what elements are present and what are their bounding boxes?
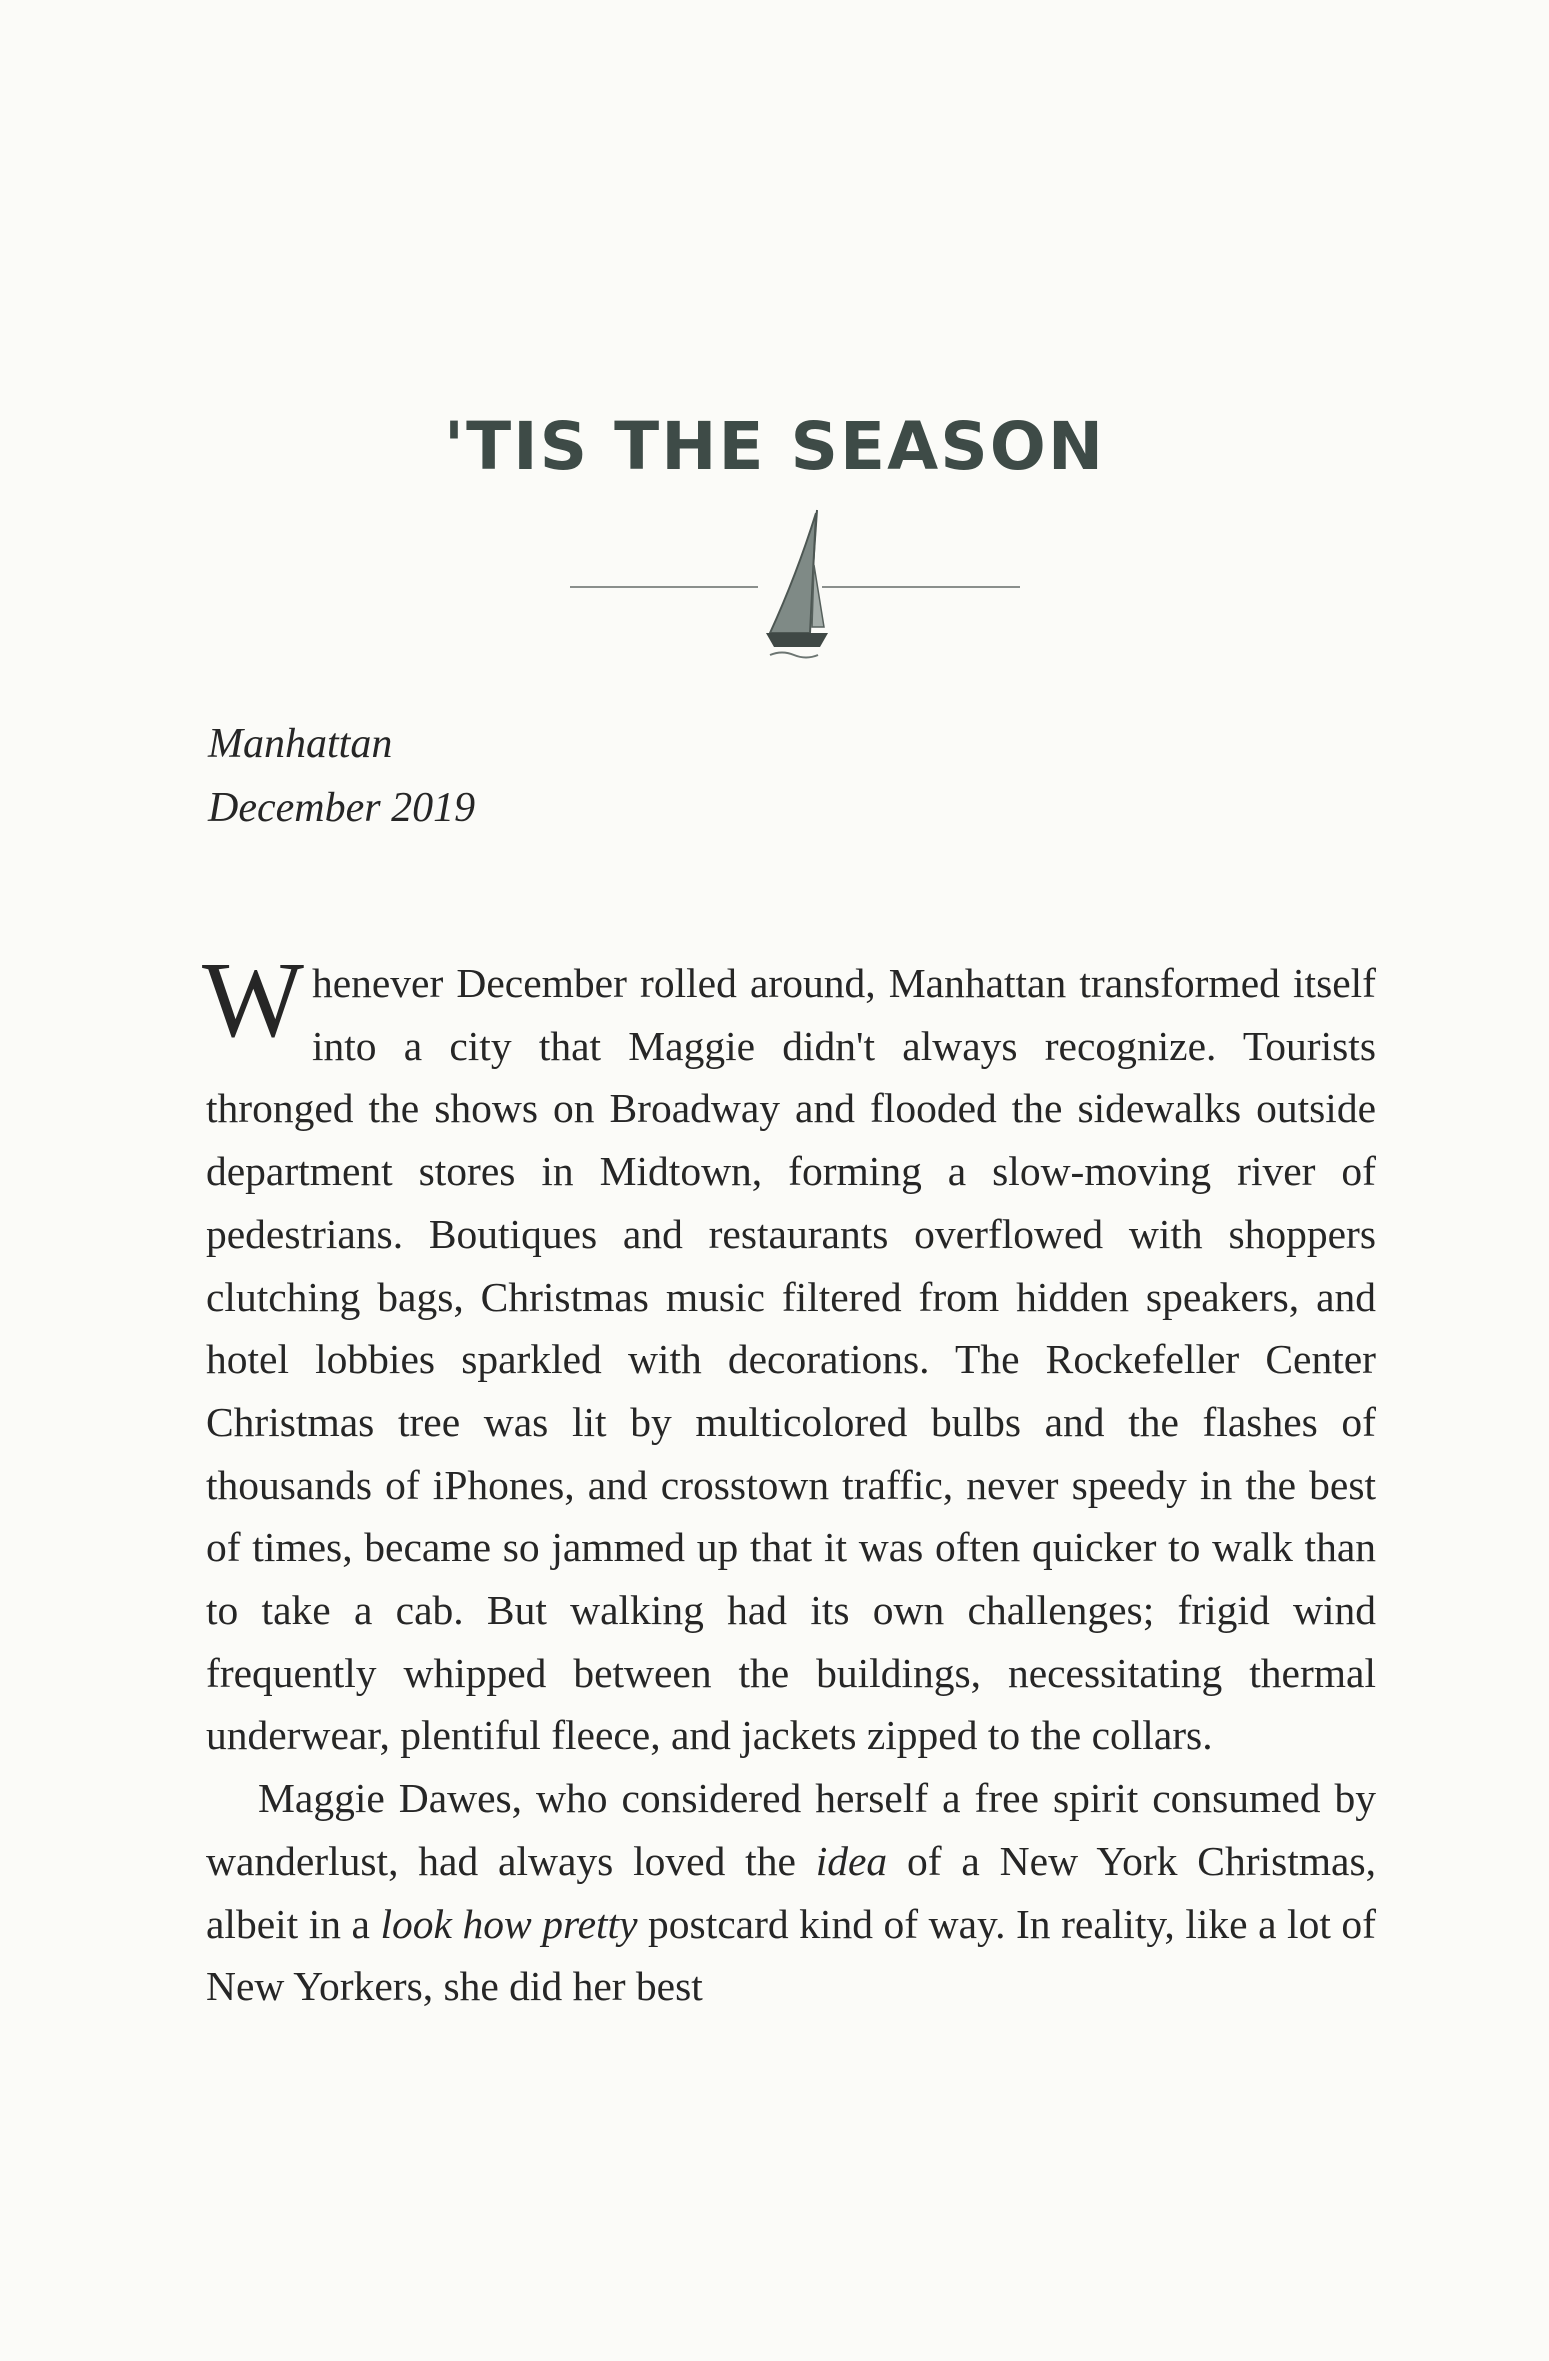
dateline-date: December 2019 [208,785,476,831]
paragraph-2-emphasis-1: idea [815,1837,888,1884]
paragraph-2-emphasis-2: look how pretty [380,1900,638,1947]
paragraph-2-part-1: Maggie Dawes, who considered herself a free spirit consumed by wanderlust, had always loved the [206,1775,1376,1884]
drop-cap: W [202,941,304,1060]
dateline [208,712,475,840]
paragraph-1-text: henever December rolled around, Manhattan transformed itself into a city that Maggie didn't always recognize. Tourists thronged the shows on Broadway and flooded the sidewalks outside department stores in Midtown, forming a slow-moving river of pedestrians. Boutiques and restaurants overflowed with shoppers clutching bags, Christmas music filtered from hidden speakers, and hotel lobbies sparkled with decorations. The Rockefeller Center Christmas tree was lit by multicolored bulbs and the flashes of thousands of iPhones, and crosstown traffic, never speedy in the best of times, became so jammed up that it was often quicker to walk than to take a cab. But walking had its own challenges; frigid wind frequently whipped between the buildings, necessitating thermal underwear, plentiful fleece, and jackets zipped to the collars. [206,960,1376,1759]
paragraph-2-part-2: of a New York Christmas, albeit in a [206,1837,1376,1947]
chapter-title: 'TIS THE SEASON [443,408,1106,485]
chapter-body [202,941,1376,2018]
dateline-place: Manhattan [208,721,393,767]
paragraph-2 [206,1767,1376,2018]
sailboat-icon [570,505,1020,665]
paragraph-2-part-3: postcard kind of way. In reality, like a lot of New Yorkers, she did her best [206,1900,1376,2010]
paragraph-1 [202,941,1376,1767]
